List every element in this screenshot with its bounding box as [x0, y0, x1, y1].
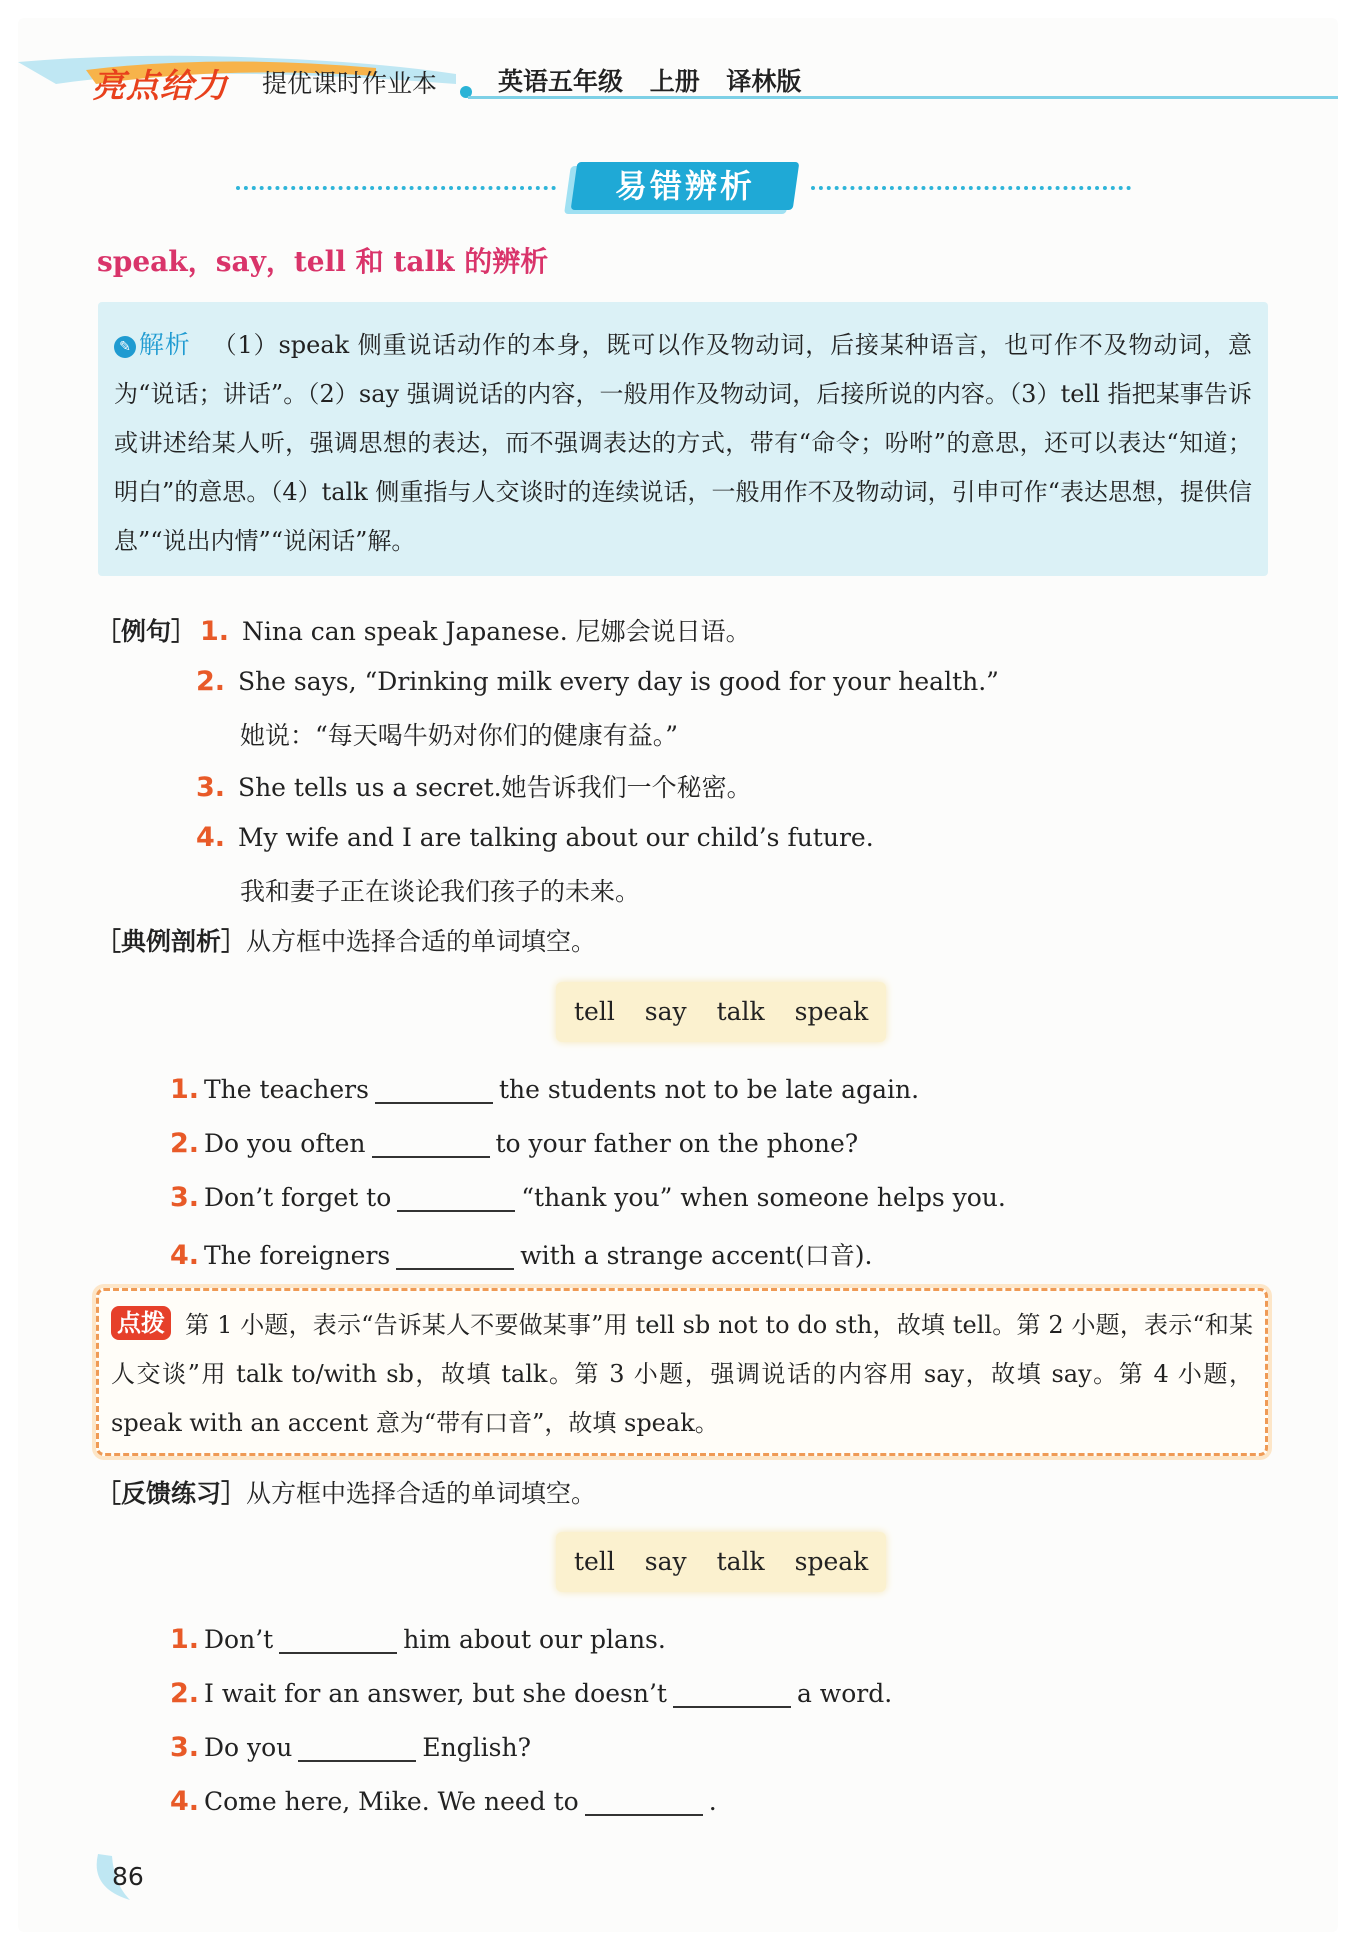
examples-tag: ［例句］: [96, 617, 197, 646]
page-header: [0, 40, 1350, 120]
word-bank-box: tell say talk speak: [556, 1532, 886, 1592]
example-number: 1.: [200, 616, 230, 647]
question-text-after: the students not to be late again.: [498, 1075, 920, 1104]
case-tag: ［典例剖析］: [96, 927, 247, 956]
analysis-box: [98, 302, 1268, 576]
question-number: 3.: [170, 1732, 200, 1763]
practice-instruction: 从方框中选择合适的单词填空。: [246, 1479, 597, 1508]
banner-dots-right: [811, 186, 1131, 190]
pencil-icon: ✎: [114, 336, 136, 358]
question-number: 2.: [170, 1128, 200, 1159]
case-heading: [96, 922, 596, 958]
question-text-before: Do you: [204, 1733, 293, 1762]
example-row-4-translation: [240, 872, 640, 908]
case-question-3: [170, 1182, 1006, 1213]
analysis-text: （1）speak 侧重说话动作的本身，既可以作及物动词，后接某种语言，也可作不及物动词，意为“说话；讲话”。（2）say 强调说话的内容，一般用作及物动词，后接所说的内容。（3）tell 指把某事告诉或讲述给某人听，强调思想的表达，而不强调表达的方式，带有“命令；吩咐”的意思，还可以表达“知道；明白”的意思。（4）talk 侧重指与人交谈时的连续说话，一般用作不及物动词，引申可作“表达思想，提供信息”“说出内情”“说闲话”解。: [114, 331, 1252, 555]
example-english: She tells us a secret.: [237, 773, 502, 802]
question-number: 2.: [170, 1678, 200, 1709]
tip-box: [96, 1288, 1268, 1456]
question-text-before: Don’t: [204, 1625, 274, 1654]
example-number: 2.: [196, 666, 226, 697]
case-question-1: [170, 1074, 919, 1105]
answer-blank[interactable]: [298, 1736, 416, 1762]
practice-question-2: [170, 1678, 892, 1709]
practice-question-4: [170, 1786, 717, 1817]
question-text-before: Don’t forget to: [204, 1183, 392, 1212]
topic-heading: speak，say，tell 和 talk 的辨析: [97, 245, 549, 278]
question-text-after: .: [708, 1787, 717, 1816]
question-number: 3.: [170, 1182, 200, 1213]
header-subject: 英语五年级 上册 译林版: [498, 67, 802, 96]
tip-text: 第 1 小题，表示“告诉某人不要做某事”用 tell sb not to do sth，故填 tell。第 2 小题，表示“和某人交谈”用 talk to/with sb，故填 talk。第 3 小题，强调说话的内容用 say，故填 say。第 4 小题，speak with an accent 意为“带有口音”，故填 speak。: [111, 1311, 1253, 1437]
brand-logo-text: 亮点给力: [92, 66, 228, 105]
question-number: 4.: [170, 1786, 200, 1817]
question-text-after: him about our plans.: [403, 1625, 666, 1654]
question-text-after: English?: [422, 1733, 532, 1762]
header-subtitle: 提优课时作业本: [262, 69, 438, 98]
answer-blank[interactable]: [279, 1628, 397, 1654]
question-number: 1.: [170, 1624, 200, 1655]
example-number: 3.: [196, 772, 226, 803]
example-row-1: [96, 612, 751, 648]
case-question-2: [170, 1128, 858, 1159]
example-row-4: [196, 822, 874, 853]
example-english: She says, “Drinking milk every day is good for your health.”: [237, 667, 999, 696]
analysis-label: ✎ 解析: [114, 330, 191, 359]
answer-blank[interactable]: [375, 1078, 493, 1104]
example-chinese: 她说：“每天喝牛奶对你们的健康有益。”: [240, 721, 679, 750]
example-chinese: 尼娜会说日语。: [575, 617, 751, 646]
answer-blank[interactable]: [397, 1186, 515, 1212]
question-text-before: The teachers: [204, 1075, 369, 1104]
analysis-paragraph: [98, 302, 1268, 566]
question-text-before: I wait for an answer, but she doesn’t: [204, 1679, 667, 1708]
answer-blank[interactable]: [396, 1244, 514, 1270]
section-title: 易错辨析: [571, 162, 800, 210]
tip-paragraph: [99, 1291, 1265, 1448]
example-row-3: [196, 768, 752, 804]
question-text-before: Do you often: [204, 1129, 366, 1158]
example-row-2: [196, 666, 999, 697]
question-text-after: to your father on the phone?: [495, 1129, 859, 1158]
example-chinese: 她告诉我们一个秘密。: [501, 773, 752, 802]
practice-tag: ［反馈练习］: [96, 1479, 247, 1508]
question-text-after: “thank you” when someone helps you.: [521, 1183, 1006, 1212]
question-text-before: Come here, Mike. We need to: [204, 1787, 579, 1816]
answer-blank[interactable]: [673, 1682, 791, 1708]
answer-blank[interactable]: [372, 1132, 490, 1158]
example-english: Nina can speak Japanese.: [241, 617, 568, 646]
question-text-after: with a strange accent(口音).: [520, 1241, 873, 1270]
question-number: 4.: [170, 1240, 200, 1271]
example-chinese: 我和妻子正在谈论我们孩子的未来。: [240, 877, 641, 906]
question-text-after: a word.: [796, 1679, 893, 1708]
example-row-2-translation: [240, 716, 678, 752]
case-instruction: 从方框中选择合适的单词填空。: [246, 927, 597, 956]
example-english: My wife and I are talking about our child’s future.: [237, 823, 874, 852]
example-number: 4.: [196, 822, 226, 853]
practice-heading: [96, 1474, 596, 1510]
section-banner: [236, 160, 1136, 216]
banner-dots-left: [236, 186, 556, 190]
practice-question-3: [170, 1732, 531, 1763]
question-number: 1.: [170, 1074, 200, 1105]
practice-question-1: [170, 1624, 666, 1655]
question-text-before: The foreigners: [204, 1241, 391, 1270]
answer-blank[interactable]: [585, 1790, 703, 1816]
page-number: 86: [112, 1862, 144, 1891]
tip-badge: 点拨: [111, 1306, 171, 1340]
word-bank-box: tell say talk speak: [556, 982, 886, 1042]
case-question-4: [170, 1236, 872, 1272]
